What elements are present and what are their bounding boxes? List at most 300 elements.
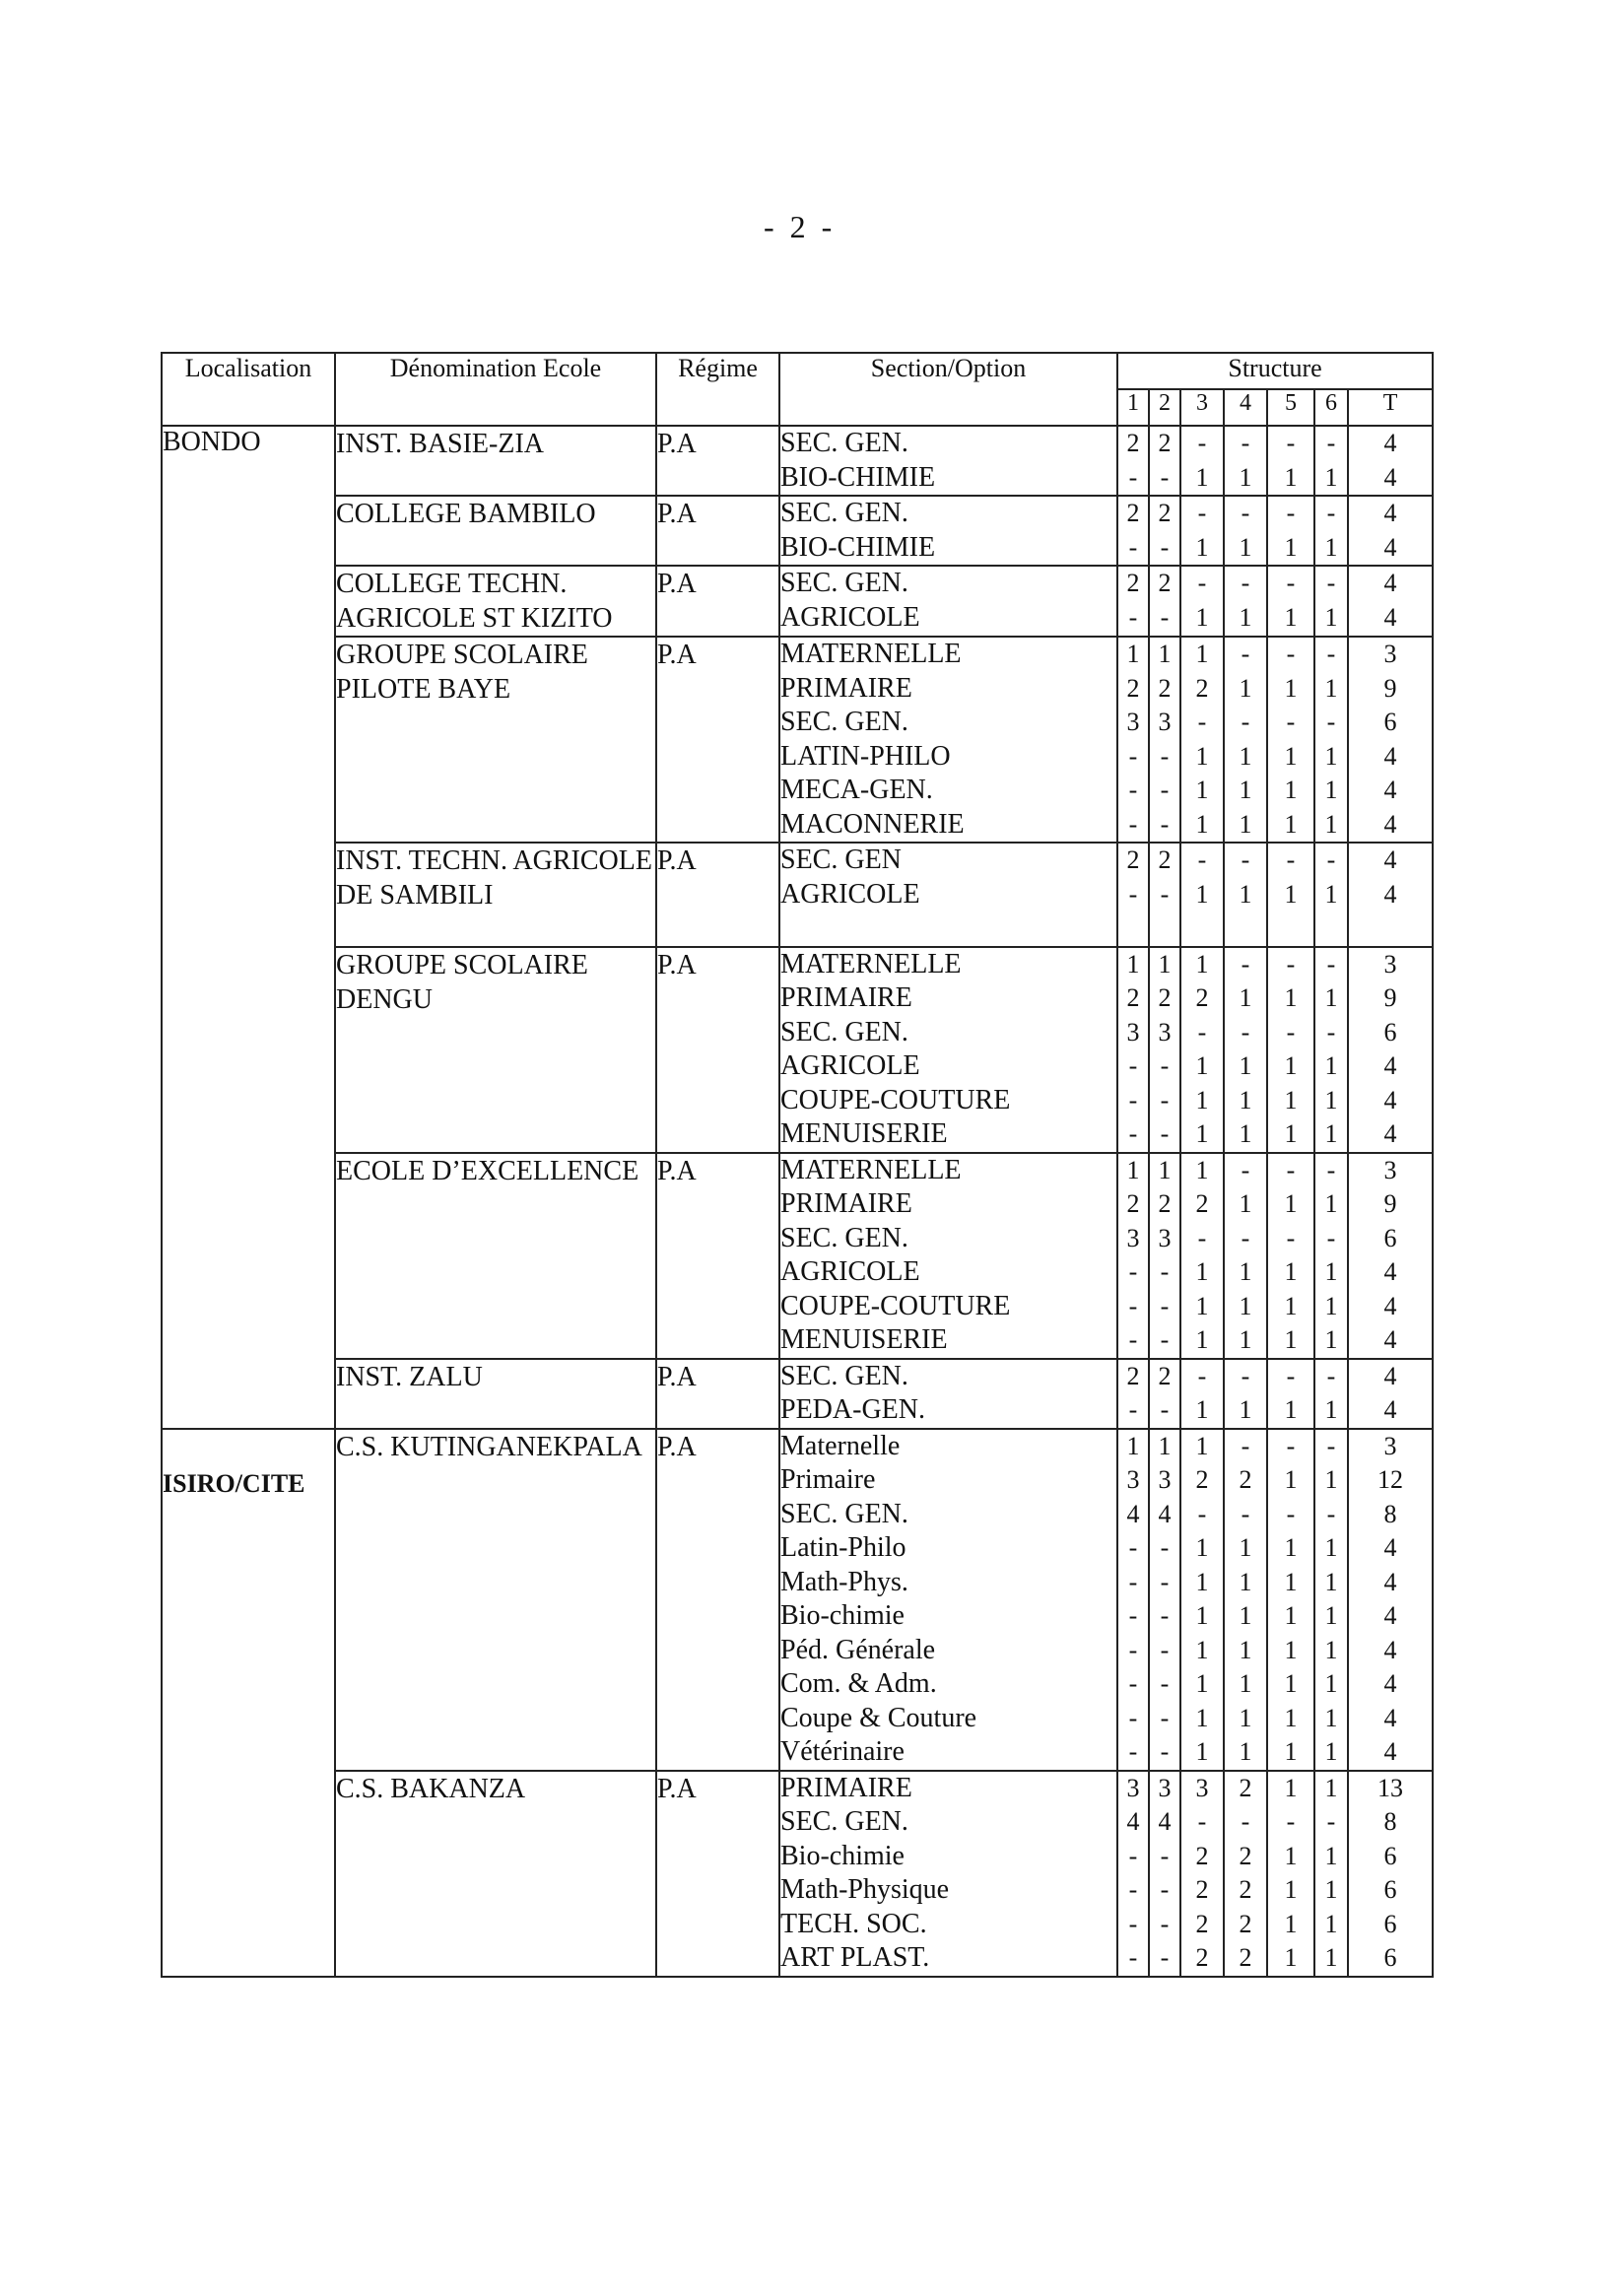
section-option: PEDA-GEN. — [780, 1394, 925, 1425]
structure-value: 1 — [1324, 809, 1338, 839]
structure-value: - — [1326, 949, 1336, 979]
structure-value: 1 — [1324, 1533, 1338, 1562]
school-name-cell: COLLEGE TECHN. AGRICOLE ST KIZITO — [335, 566, 656, 637]
school-name-cell: INST. ZALU — [335, 1359, 656, 1429]
header-structure: Structure — [1117, 353, 1433, 389]
structure-value: 4 — [1383, 499, 1397, 527]
structure-value: 1 — [1195, 1533, 1209, 1562]
structure-value: 2 — [1158, 569, 1172, 597]
section-option: MATERNELLE — [780, 948, 962, 979]
structure-total-cell — [1348, 496, 1433, 566]
section-option: MATERNELLE — [780, 639, 962, 669]
structure-value: - — [1241, 845, 1250, 874]
structure-value: - — [1197, 499, 1207, 527]
structure-value: 1 — [1158, 1431, 1172, 1460]
structure-value: - — [1326, 708, 1336, 736]
structure-value: - — [1241, 1499, 1250, 1528]
structure-value: 6 — [1383, 1909, 1397, 1938]
structure-total-cell — [1348, 1771, 1433, 1977]
section-options-cell — [779, 843, 1117, 947]
structure-value: 1 — [1324, 1875, 1338, 1904]
structure-year-cell — [1149, 566, 1180, 637]
structure-value: - — [1326, 1807, 1336, 1836]
structure-value: 1 — [1239, 1119, 1252, 1148]
table-row — [162, 637, 1433, 843]
section-option: AGRICOLE — [780, 878, 920, 910]
structure-value: - — [1160, 1635, 1170, 1664]
structure-value: - — [1286, 569, 1296, 597]
structure-value: 1 — [1284, 673, 1298, 703]
structure-value: - — [1326, 499, 1336, 527]
structure-year-cell — [1149, 496, 1180, 566]
structure-value: 6 — [1383, 708, 1397, 736]
structure-total-cell — [1348, 1153, 1433, 1359]
structure-value: 1 — [1195, 1635, 1209, 1664]
structure-year-cell — [1117, 1429, 1149, 1771]
structure-value: - — [1326, 1499, 1336, 1528]
section-option: SEC. GEN. — [780, 1360, 908, 1391]
header-col-2: 2 — [1149, 389, 1180, 426]
structure-year-cell — [1180, 496, 1224, 566]
structure-value: 2 — [1158, 1189, 1172, 1218]
structure-value: - — [1286, 1223, 1296, 1252]
structure-value: 1 — [1158, 949, 1172, 979]
structure-value: 1 — [1195, 1567, 1209, 1596]
section-option: PRIMAIRE — [780, 1772, 912, 1803]
structure-year-cell — [1224, 426, 1267, 496]
structure-value: 1 — [1239, 1601, 1252, 1630]
structure-value: 4 — [1383, 1635, 1397, 1664]
section-options-cell — [779, 426, 1117, 496]
structure-value: 1 — [1324, 1395, 1338, 1424]
structure-value: 2 — [1158, 499, 1172, 527]
structure-value: - — [1160, 1325, 1170, 1354]
structure-value: - — [1241, 569, 1250, 597]
structure-value: 2 — [1239, 1773, 1252, 1802]
structure-value: - — [1128, 1325, 1138, 1354]
structure-value: - — [1128, 1703, 1138, 1732]
structure-year-cell — [1267, 426, 1314, 496]
structure-value: 1 — [1195, 1395, 1209, 1424]
school-name-cell: C.S. KUTINGANEKPALA — [335, 1429, 656, 1771]
structure-value: - — [1160, 1875, 1170, 1904]
structure-value: - — [1160, 1737, 1170, 1766]
structure-value: 1 — [1195, 640, 1209, 668]
structure-value: - — [1241, 1807, 1250, 1836]
structure-value: - — [1286, 429, 1296, 457]
structure-value: 3 — [1126, 1465, 1140, 1494]
structure-value: - — [1326, 1155, 1336, 1184]
structure-value: 1 — [1284, 1875, 1298, 1904]
structure-value: - — [1241, 499, 1250, 527]
structure-value: 4 — [1383, 1085, 1397, 1114]
structure-value: 1 — [1324, 1669, 1338, 1698]
structure-year-cell — [1314, 426, 1348, 496]
structure-value: 1 — [1239, 809, 1252, 839]
structure-value: 3 — [1158, 1017, 1172, 1047]
section-option: MECA-GEN. — [780, 775, 933, 805]
structure-value: - — [1160, 602, 1170, 632]
regime-cell: P.A — [656, 1429, 779, 1771]
structure-value: - — [1326, 1431, 1336, 1460]
section-option: COUPE-COUTURE — [780, 1290, 1011, 1321]
structure-year-cell — [1180, 637, 1224, 843]
structure-value: 2 — [1195, 983, 1209, 1012]
table-row — [162, 1771, 1433, 1977]
section-option: MENUISERIE — [780, 1118, 948, 1149]
structure-value: 1 — [1284, 1291, 1298, 1320]
structure-year-cell — [1224, 1429, 1267, 1771]
structure-value: 1 — [1284, 1669, 1298, 1698]
structure-value: 1 — [1195, 1257, 1209, 1286]
structure-year-cell — [1180, 1771, 1224, 1977]
structure-value: 1 — [1158, 640, 1172, 668]
table-row — [162, 426, 1433, 496]
table-row — [162, 1153, 1433, 1359]
structure-value: - — [1241, 949, 1250, 979]
structure-value: 4 — [1158, 1807, 1172, 1836]
header-col-6: 6 — [1314, 389, 1348, 426]
section-option: MENUISERIE — [780, 1324, 948, 1355]
structure-value: - — [1128, 741, 1138, 771]
structure-year-cell — [1224, 1771, 1267, 1977]
structure-value: - — [1128, 1841, 1138, 1870]
structure-value: 1 — [1195, 462, 1209, 492]
structure-year-cell — [1267, 637, 1314, 843]
structure-value: 6 — [1383, 1017, 1397, 1047]
schools-table-body — [162, 426, 1433, 1977]
structure-value: 1 — [1324, 776, 1338, 804]
section-options-cell — [779, 1359, 1117, 1429]
structure-total-cell — [1348, 947, 1433, 1153]
structure-value: 1 — [1284, 1257, 1298, 1286]
structure-value: 1 — [1195, 532, 1209, 562]
structure-year-cell — [1180, 1429, 1224, 1771]
table-row — [162, 566, 1433, 637]
structure-year-cell — [1224, 1359, 1267, 1429]
structure-year-cell — [1267, 1153, 1314, 1359]
structure-year-cell — [1224, 947, 1267, 1153]
structure-year-cell — [1117, 426, 1149, 496]
structure-value: 1 — [1239, 1737, 1252, 1766]
structure-value: 2 — [1126, 429, 1140, 457]
structure-value: 1 — [1324, 1325, 1338, 1354]
structure-value: 4 — [1383, 532, 1397, 562]
section-options-cell — [779, 1771, 1117, 1977]
structure-value: 4 — [1126, 1807, 1140, 1836]
structure-value: 1 — [1195, 1051, 1209, 1080]
section-option: Péd. Générale — [780, 1634, 936, 1665]
regime-cell: P.A — [656, 1153, 779, 1359]
structure-value: 1 — [1239, 462, 1252, 492]
structure-value: 1 — [1324, 1773, 1338, 1802]
structure-value: 4 — [1383, 879, 1397, 909]
structure-value: - — [1326, 1361, 1336, 1390]
structure-value: - — [1128, 602, 1138, 632]
structure-value: 4 — [1383, 1737, 1397, 1766]
structure-value: 1 — [1324, 1841, 1338, 1870]
structure-year-cell — [1117, 1771, 1149, 1977]
structure-value: 1 — [1324, 1567, 1338, 1596]
structure-value: - — [1128, 462, 1138, 492]
school-name-cell: C.S. BAKANZA — [335, 1771, 656, 1977]
structure-value — [1150, 912, 1179, 946]
structure-value: 1 — [1126, 949, 1140, 979]
structure-value: - — [1128, 532, 1138, 562]
structure-value: - — [1128, 1291, 1138, 1320]
structure-value: 1 — [1284, 1395, 1298, 1424]
structure-value: - — [1286, 845, 1296, 874]
structure-value: 6 — [1383, 1943, 1397, 1972]
structure-year-cell — [1224, 496, 1267, 566]
structure-value: 1 — [1239, 1257, 1252, 1286]
structure-value: 1 — [1284, 1119, 1298, 1148]
table-row — [162, 843, 1433, 947]
structure-value: 1 — [1284, 776, 1298, 804]
structure-value: 3 — [1126, 1017, 1140, 1047]
section-option: Math-Phys. — [780, 1566, 908, 1597]
structure-value: - — [1128, 1909, 1138, 1938]
structure-value — [1181, 912, 1223, 946]
structure-value: 1 — [1284, 1189, 1298, 1218]
structure-year-cell — [1149, 1359, 1180, 1429]
header-col-4: 4 — [1224, 389, 1267, 426]
structure-value: 4 — [1383, 462, 1397, 492]
structure-value: 4 — [1383, 602, 1397, 632]
structure-value: - — [1160, 809, 1170, 839]
structure-year-cell — [1149, 1771, 1180, 1977]
structure-value: 4 — [1383, 845, 1397, 874]
section-option: Maternelle — [780, 1430, 901, 1461]
section-options-cell — [779, 566, 1117, 637]
structure-value: 1 — [1284, 532, 1298, 562]
structure-value: - — [1241, 640, 1250, 668]
localisation-cell: BONDO — [162, 426, 335, 1429]
structure-value: - — [1128, 879, 1138, 909]
structure-year-cell — [1117, 1359, 1149, 1429]
structure-year-cell — [1149, 1429, 1180, 1771]
structure-year-cell — [1149, 947, 1180, 1153]
structure-year-cell — [1267, 1359, 1314, 1429]
structure-value: - — [1286, 640, 1296, 668]
structure-value: - — [1326, 845, 1336, 874]
structure-value: - — [1128, 1085, 1138, 1114]
structure-value: 1 — [1239, 1395, 1252, 1424]
structure-value: - — [1326, 1223, 1336, 1252]
structure-value: 1 — [1195, 1669, 1209, 1698]
structure-value: - — [1326, 569, 1336, 597]
structure-value: 2 — [1239, 1465, 1252, 1494]
regime-cell: P.A — [656, 843, 779, 947]
structure-year-cell — [1117, 947, 1149, 1153]
structure-value: - — [1160, 462, 1170, 492]
structure-year-cell — [1224, 566, 1267, 637]
section-option: SEC. GEN. — [780, 498, 908, 528]
header-col-total: T — [1348, 389, 1433, 426]
structure-value: - — [1160, 1119, 1170, 1148]
structure-value: 1 — [1239, 1703, 1252, 1732]
structure-value: 3 — [1158, 1223, 1172, 1252]
structure-value: - — [1128, 1051, 1138, 1080]
structure-value: - — [1197, 1017, 1207, 1047]
regime-cell: P.A — [656, 426, 779, 496]
structure-value: 1 — [1195, 1601, 1209, 1630]
structure-value: 2 — [1239, 1909, 1252, 1938]
table-row — [162, 1429, 1433, 1771]
section-option: TECH. SOC. — [780, 1908, 927, 1939]
structure-year-cell — [1149, 637, 1180, 843]
structure-value: 4 — [1383, 1051, 1397, 1080]
structure-value: 1 — [1324, 1189, 1338, 1218]
structure-value: 1 — [1239, 1635, 1252, 1664]
section-option: Com. & Adm. — [780, 1668, 937, 1699]
structure-value: - — [1128, 776, 1138, 804]
structure-value: - — [1128, 1257, 1138, 1286]
structure-value: 1 — [1284, 1325, 1298, 1354]
structure-value: - — [1241, 1223, 1250, 1252]
structure-value: 4 — [1383, 1291, 1397, 1320]
structure-value: - — [1160, 1703, 1170, 1732]
structure-value: - — [1160, 1085, 1170, 1114]
structure-value: 1 — [1195, 1291, 1209, 1320]
structure-value: 1 — [1284, 462, 1298, 492]
structure-value: 1 — [1239, 673, 1252, 703]
structure-value: 2 — [1195, 1909, 1209, 1938]
structure-value: 6 — [1383, 1875, 1397, 1904]
structure-value: - — [1286, 1807, 1296, 1836]
structure-value: 3 — [1158, 1465, 1172, 1494]
structure-value: 4 — [1383, 569, 1397, 597]
structure-value: - — [1197, 1223, 1207, 1252]
structure-year-cell — [1180, 947, 1224, 1153]
section-option: LATIN-PHILO — [780, 740, 951, 772]
structure-year-cell — [1117, 1153, 1149, 1359]
structure-value: 4 — [1383, 776, 1397, 804]
structure-value: 3 — [1126, 708, 1140, 736]
structure-value: 3 — [1158, 1773, 1172, 1802]
structure-value: 2 — [1158, 1361, 1172, 1390]
section-option: Bio-chimie — [780, 1840, 905, 1871]
structure-value: 3 — [1383, 640, 1397, 668]
structure-value: 1 — [1239, 602, 1252, 632]
section-option: MATERNELLE — [780, 1154, 962, 1185]
section-option: ART PLAST. — [780, 1942, 930, 1973]
structure-value: - — [1128, 1567, 1138, 1596]
regime-cell: P.A — [656, 1771, 779, 1977]
structure-total-cell — [1348, 637, 1433, 843]
structure-value: 2 — [1195, 1465, 1209, 1494]
structure-value: 1 — [1324, 1943, 1338, 1972]
structure-value: 1 — [1195, 1703, 1209, 1732]
structure-value: 1 — [1284, 1465, 1298, 1494]
structure-value: - — [1160, 1669, 1170, 1698]
regime-cell: P.A — [656, 566, 779, 637]
structure-value: - — [1160, 1601, 1170, 1630]
structure-year-cell — [1117, 637, 1149, 843]
structure-value: 4 — [1383, 1567, 1397, 1596]
structure-value: 4 — [1383, 1119, 1397, 1148]
structure-value: - — [1286, 1155, 1296, 1184]
structure-value: - — [1128, 1635, 1138, 1664]
structure-value: 1 — [1324, 1291, 1338, 1320]
structure-value: 6 — [1383, 1223, 1397, 1252]
structure-value: 1 — [1284, 1841, 1298, 1870]
structure-value: 1 — [1324, 1051, 1338, 1080]
structure-year-cell — [1314, 843, 1348, 947]
structure-value — [1118, 912, 1148, 946]
structure-year-cell — [1117, 843, 1149, 947]
structure-value: - — [1197, 569, 1207, 597]
structure-value: 1 — [1126, 1155, 1140, 1184]
structure-value: 2 — [1158, 673, 1172, 703]
structure-total-cell — [1348, 1429, 1433, 1771]
structure-value: 1 — [1284, 1737, 1298, 1766]
structure-value: - — [1128, 1669, 1138, 1698]
structure-value: 1 — [1284, 1703, 1298, 1732]
structure-value: 8 — [1383, 1499, 1397, 1528]
section-option: PRIMAIRE — [780, 982, 912, 1013]
section-option: Latin-Philo — [780, 1532, 906, 1563]
structure-value: - — [1128, 1533, 1138, 1562]
structure-value: 1 — [1284, 741, 1298, 771]
structure-value: 4 — [1383, 1601, 1397, 1630]
structure-value: 4 — [1383, 1669, 1397, 1698]
structure-year-cell — [1267, 1771, 1314, 1977]
structure-value: 2 — [1158, 845, 1172, 874]
structure-year-cell — [1180, 566, 1224, 637]
structure-value: 1 — [1239, 776, 1252, 804]
structure-value: 4 — [1383, 1361, 1397, 1390]
structure-value: 1 — [1324, 1635, 1338, 1664]
structure-value: 1 — [1239, 741, 1252, 771]
structure-value: - — [1241, 708, 1250, 736]
structure-value: 1 — [1195, 1119, 1209, 1148]
structure-value: 1 — [1324, 673, 1338, 703]
structure-value: 9 — [1383, 1189, 1397, 1218]
structure-year-cell — [1314, 566, 1348, 637]
section-option: SEC. GEN — [780, 844, 902, 875]
structure-year-cell — [1267, 566, 1314, 637]
structure-value: - — [1128, 809, 1138, 839]
structure-value: 13 — [1377, 1773, 1404, 1802]
structure-value: - — [1160, 1257, 1170, 1286]
school-name-cell: INST. TECHN. AGRICOLE DE SAMBILI — [335, 843, 656, 947]
structure-value: 1 — [1239, 1189, 1252, 1218]
section-option: AGRICOLE — [780, 601, 920, 633]
structure-value: 1 — [1195, 776, 1209, 804]
structure-year-cell — [1267, 843, 1314, 947]
structure-value: 4 — [1383, 429, 1397, 457]
structure-value: 1 — [1324, 1909, 1338, 1938]
structure-value: - — [1286, 1431, 1296, 1460]
section-option: AGRICOLE — [780, 1050, 920, 1081]
section-option: Primaire — [780, 1464, 876, 1495]
structure-year-cell — [1224, 1153, 1267, 1359]
structure-value: 1 — [1239, 1325, 1252, 1354]
structure-value: 2 — [1126, 499, 1140, 527]
structure-value: 1 — [1284, 1909, 1298, 1938]
structure-value: 9 — [1383, 673, 1397, 703]
structure-value: - — [1160, 1051, 1170, 1080]
structure-value: - — [1197, 708, 1207, 736]
structure-value: 2 — [1126, 1189, 1140, 1218]
section-options-cell — [779, 496, 1117, 566]
header-denomination: Dénomination Ecole — [335, 353, 656, 426]
structure-value: 1 — [1195, 879, 1209, 909]
section-option: Coupe & Couture — [780, 1702, 977, 1733]
structure-year-cell — [1314, 1771, 1348, 1977]
structure-value: 8 — [1383, 1807, 1397, 1836]
